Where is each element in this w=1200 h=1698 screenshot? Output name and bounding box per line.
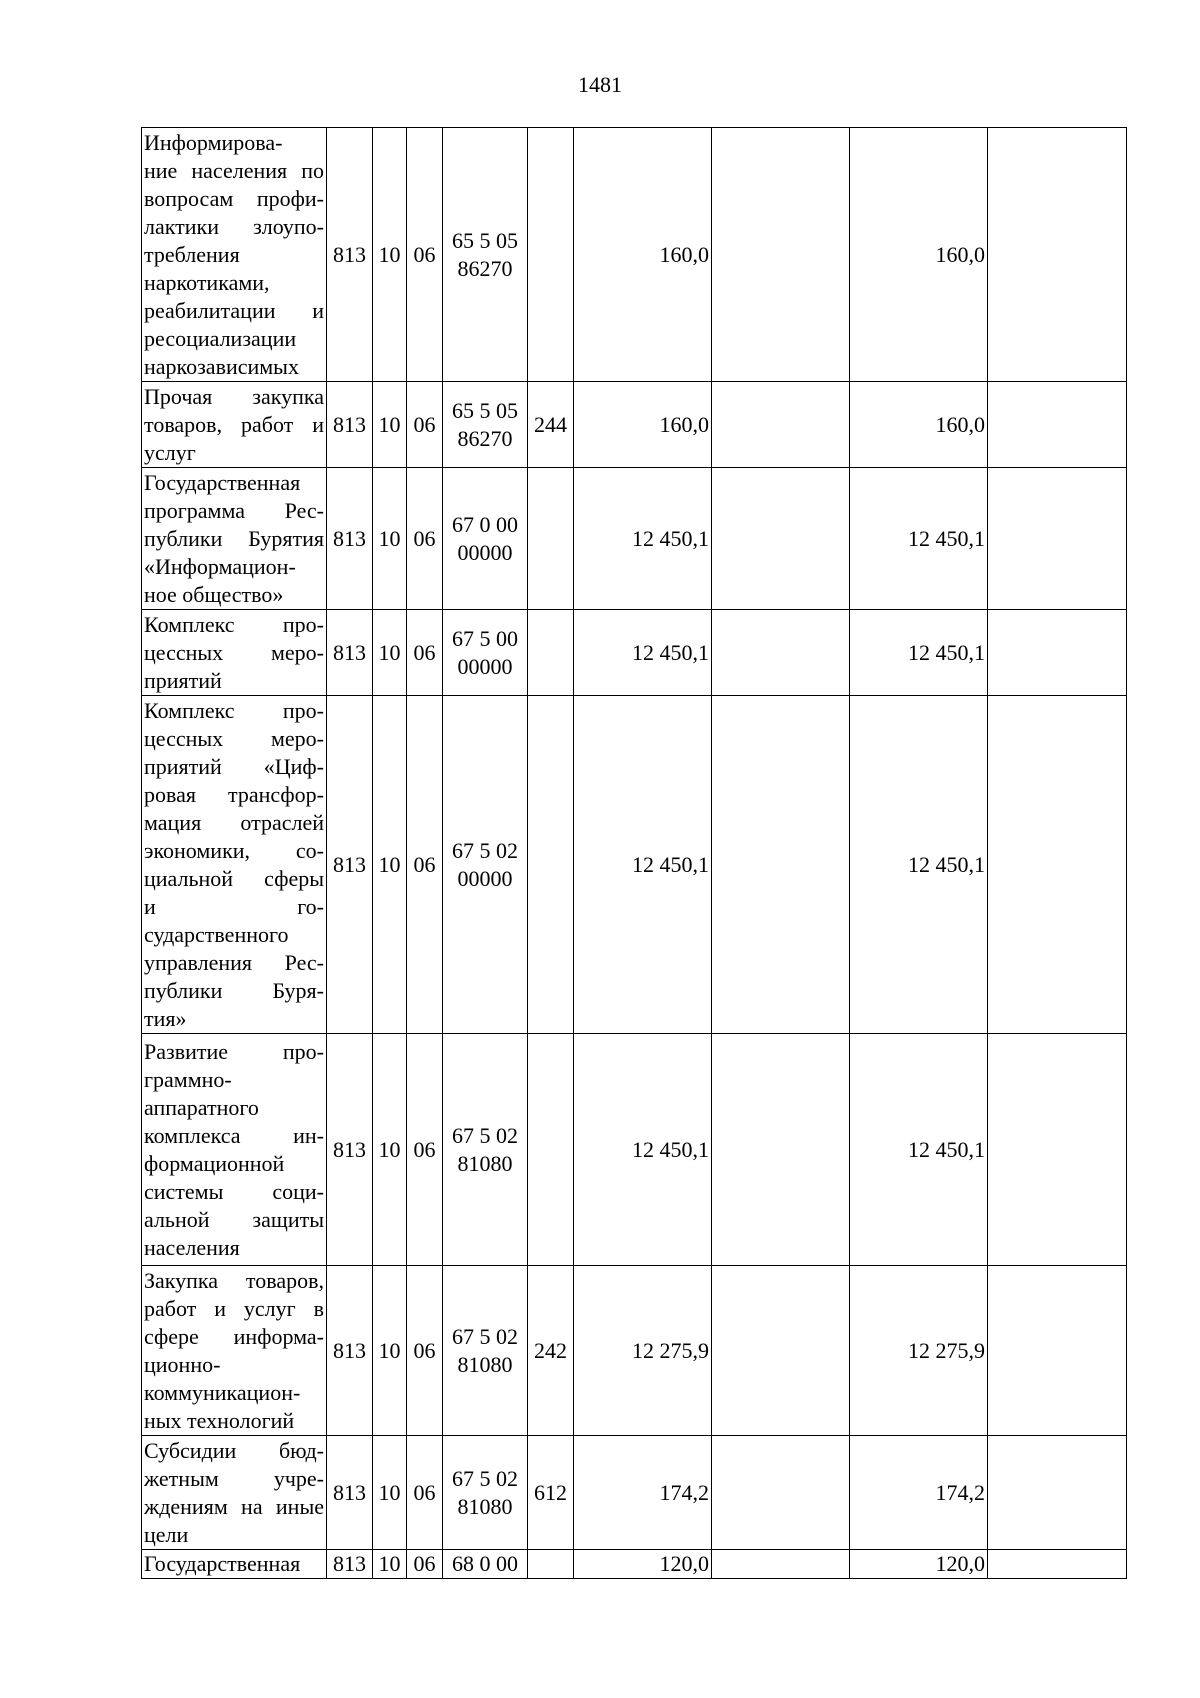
section-code-cell: 10 [373, 1436, 407, 1550]
row-name-line: Субсидии бюд- [144, 1437, 324, 1463]
target-article-line: 86270 [457, 425, 513, 451]
target-article-cell [443, 1436, 528, 1550]
expense-type-cell: 242 [528, 1266, 574, 1436]
row-name-line: Государственная [144, 469, 301, 495]
amount-cell-4 [988, 610, 1127, 696]
ministry-code-cell: 813 [327, 1034, 373, 1266]
amount-cell-1: 12 450,1 [574, 610, 712, 696]
target-article-line: 67 0 00 [452, 511, 518, 537]
ministry-code-cell: 813 [327, 1436, 373, 1550]
row-name-line: Комплекс про- [144, 697, 324, 723]
row-name-line: экономики, со- [144, 837, 324, 863]
row-name-line: публики Бурятия [144, 525, 324, 551]
row-name-line: приятий [144, 667, 222, 693]
row-name-line: альной защиты [144, 1206, 324, 1232]
row-name-line: цессных меро- [144, 725, 324, 751]
amount-cell-3: 120,0 [850, 1550, 988, 1579]
expense-type-cell [528, 1034, 574, 1266]
table-row [142, 468, 1127, 610]
ministry-code-cell: 813 [327, 128, 373, 382]
table-body [142, 128, 1127, 1579]
row-name-line: формационной [144, 1150, 285, 1176]
amount-cell-3: 160,0 [850, 128, 988, 382]
row-name-line: программа Рес- [144, 497, 324, 523]
amount-cell-4 [988, 1436, 1127, 1550]
page-number: 1481 [578, 72, 622, 97]
row-name-line: публики Буря- [144, 977, 324, 1003]
amount-cell-1: 12 450,1 [574, 696, 712, 1034]
amount-cell-4 [988, 382, 1127, 468]
section-code-cell: 10 [373, 128, 407, 382]
target-article-cell [443, 382, 528, 468]
table-row [142, 696, 1127, 1034]
amount-cell-2 [712, 610, 850, 696]
row-name-line: реабилитации и [144, 297, 324, 323]
budget-table [141, 127, 1127, 1579]
subsection-code-cell: 06 [407, 128, 443, 382]
row-name-cell [142, 1266, 327, 1436]
subsection-code-cell: 06 [407, 468, 443, 610]
section-code-cell: 10 [373, 382, 407, 468]
target-article-cell [443, 1034, 528, 1266]
amount-cell-1: 12 450,1 [574, 1034, 712, 1266]
row-name-cell [142, 468, 327, 610]
row-name-line: сфере информа- [144, 1323, 324, 1349]
row-name-line: требления [144, 241, 240, 267]
row-name-cell [142, 382, 327, 468]
target-article-line: 67 5 00 [452, 625, 518, 651]
amount-cell-3: 12 450,1 [850, 696, 988, 1034]
row-name-line: сударственного [144, 921, 289, 947]
row-name-line: мация отраслей [144, 809, 324, 835]
row-name-line: цели [144, 1521, 189, 1547]
amount-cell-4 [988, 1034, 1127, 1266]
row-name-line: услуг [144, 439, 196, 465]
amount-cell-4 [988, 468, 1127, 610]
row-name-line: коммуникацион- [144, 1379, 301, 1405]
row-name-line: ние населения по [144, 157, 324, 183]
row-name-line: Закупка товаров, [144, 1267, 324, 1293]
table-row [142, 128, 1127, 382]
table-row [142, 1034, 1127, 1266]
row-name-line: ждениям на иные [144, 1493, 324, 1519]
row-name-line: «Информацион- [144, 553, 296, 579]
section-code-cell: 10 [373, 468, 407, 610]
row-name-line: наркозависимых [144, 353, 299, 379]
ministry-code-cell: 813 [327, 1266, 373, 1436]
amount-cell-2 [712, 1550, 850, 1579]
expense-type-cell [528, 1550, 574, 1579]
ministry-code-cell: 813 [327, 1550, 373, 1579]
row-name-line: ресоциализации [144, 325, 297, 351]
amount-cell-4 [988, 696, 1127, 1034]
section-code-cell: 10 [373, 610, 407, 696]
row-name-cell [142, 610, 327, 696]
amount-cell-2 [712, 128, 850, 382]
target-article-line: 00000 [457, 539, 513, 565]
row-name-line: Развитие про- [144, 1038, 324, 1064]
amount-cell-4 [988, 128, 1127, 382]
target-article-line: 00000 [457, 653, 513, 679]
row-name-line: ных технологий [144, 1407, 295, 1433]
row-name-line: товаров, работ и [144, 411, 324, 437]
amount-cell-1: 12 275,9 [574, 1266, 712, 1436]
ministry-code-cell: 813 [327, 696, 373, 1034]
target-article-line: 65 5 05 [452, 397, 518, 423]
subsection-code-cell: 06 [407, 382, 443, 468]
expense-type-cell [528, 696, 574, 1034]
expense-type-cell: 244 [528, 382, 574, 468]
row-name-cell [142, 1436, 327, 1550]
target-article-cell [443, 468, 528, 610]
row-name-line: управления Рес- [144, 949, 324, 975]
amount-cell-2 [712, 696, 850, 1034]
row-name-line: циальной сферы [144, 865, 324, 891]
table-row [142, 1266, 1127, 1436]
row-name-line: приятий «Циф- [144, 753, 324, 779]
section-code-cell: 10 [373, 1266, 407, 1436]
table-row [142, 610, 1127, 696]
subsection-code-cell: 06 [407, 1034, 443, 1266]
target-article-line: 81080 [457, 1493, 513, 1519]
target-article-line: 68 0 00 [452, 1551, 518, 1576]
target-article-cell [443, 128, 528, 382]
table-row [142, 1550, 1127, 1579]
amount-cell-1: 174,2 [574, 1436, 712, 1550]
target-article-line: 65 5 05 [452, 227, 518, 253]
row-name-line: Комплекс про- [144, 611, 324, 637]
amount-cell-1: 160,0 [574, 382, 712, 468]
target-article-cell [443, 696, 528, 1034]
expense-type-cell: 612 [528, 1436, 574, 1550]
row-name-line: жетным учре- [144, 1465, 324, 1491]
amount-cell-3: 174,2 [850, 1436, 988, 1550]
target-article-cell [443, 610, 528, 696]
subsection-code-cell: 06 [407, 696, 443, 1034]
amount-cell-2 [712, 382, 850, 468]
amount-cell-4 [988, 1550, 1127, 1579]
amount-cell-2 [712, 468, 850, 610]
ministry-code-cell: 813 [327, 610, 373, 696]
row-name-line: ровая трансфор- [144, 781, 324, 807]
amount-cell-3: 12 450,1 [850, 468, 988, 610]
target-article-cell [443, 1266, 528, 1436]
amount-cell-3: 12 275,9 [850, 1266, 988, 1436]
row-name-line: аппаратного [144, 1094, 259, 1120]
table-row [142, 1436, 1127, 1550]
row-name-line: цессных меро- [144, 639, 324, 665]
table-row [142, 382, 1127, 468]
subsection-code-cell: 06 [407, 1436, 443, 1550]
amount-cell-4 [988, 1266, 1127, 1436]
row-name-line: ционно- [144, 1351, 221, 1377]
row-name-cell [142, 1034, 327, 1266]
row-name-line: тия» [144, 1005, 187, 1031]
row-name-cell [142, 128, 327, 382]
target-article-line: 81080 [457, 1351, 513, 1377]
subsection-code-cell: 06 [407, 1266, 443, 1436]
row-name-line: лактики злоупо- [144, 213, 324, 239]
row-name-line: Информирова- [144, 129, 283, 155]
target-article-cell [443, 1550, 528, 1579]
ministry-code-cell: 813 [327, 382, 373, 468]
amount-cell-1: 12 450,1 [574, 468, 712, 610]
amount-cell-3: 12 450,1 [850, 1034, 988, 1266]
target-article-line: 67 5 02 [452, 1323, 518, 1349]
row-name-line: комплекса ин- [144, 1122, 324, 1148]
row-name-cell [142, 1550, 327, 1579]
expense-type-cell [528, 128, 574, 382]
target-article-line: 67 5 02 [452, 1465, 518, 1491]
row-name-line: Государственная [144, 1551, 301, 1576]
row-name-line: наркотиками, [144, 269, 270, 295]
ministry-code-cell: 813 [327, 468, 373, 610]
amount-cell-1: 120,0 [574, 1550, 712, 1579]
row-name-line: населения [144, 1234, 240, 1260]
row-name-line: Прочая закупка [144, 383, 324, 409]
subsection-code-cell: 06 [407, 1550, 443, 1579]
target-article-line: 81080 [457, 1150, 513, 1176]
target-article-line: 67 5 02 [452, 1122, 518, 1148]
section-code-cell: 10 [373, 1550, 407, 1579]
amount-cell-2 [712, 1034, 850, 1266]
subsection-code-cell: 06 [407, 610, 443, 696]
target-article-line: 67 5 02 [452, 837, 518, 863]
row-name-line: и го- [144, 893, 324, 919]
row-name-line: системы соци- [144, 1178, 324, 1204]
amount-cell-2 [712, 1266, 850, 1436]
row-name-line: ное общество» [144, 581, 284, 607]
amount-cell-1: 160,0 [574, 128, 712, 382]
row-name-line: вопросам профи- [144, 185, 324, 211]
expense-type-cell [528, 468, 574, 610]
section-code-cell: 10 [373, 1034, 407, 1266]
section-code-cell: 10 [373, 696, 407, 1034]
row-name-line: граммно- [144, 1066, 232, 1092]
amount-cell-3: 160,0 [850, 382, 988, 468]
row-name-cell [142, 696, 327, 1034]
amount-cell-2 [712, 1436, 850, 1550]
target-article-line: 00000 [457, 865, 513, 891]
amount-cell-3: 12 450,1 [850, 610, 988, 696]
target-article-line: 86270 [457, 255, 513, 281]
expense-type-cell [528, 610, 574, 696]
row-name-line: работ и услуг в [144, 1295, 324, 1321]
